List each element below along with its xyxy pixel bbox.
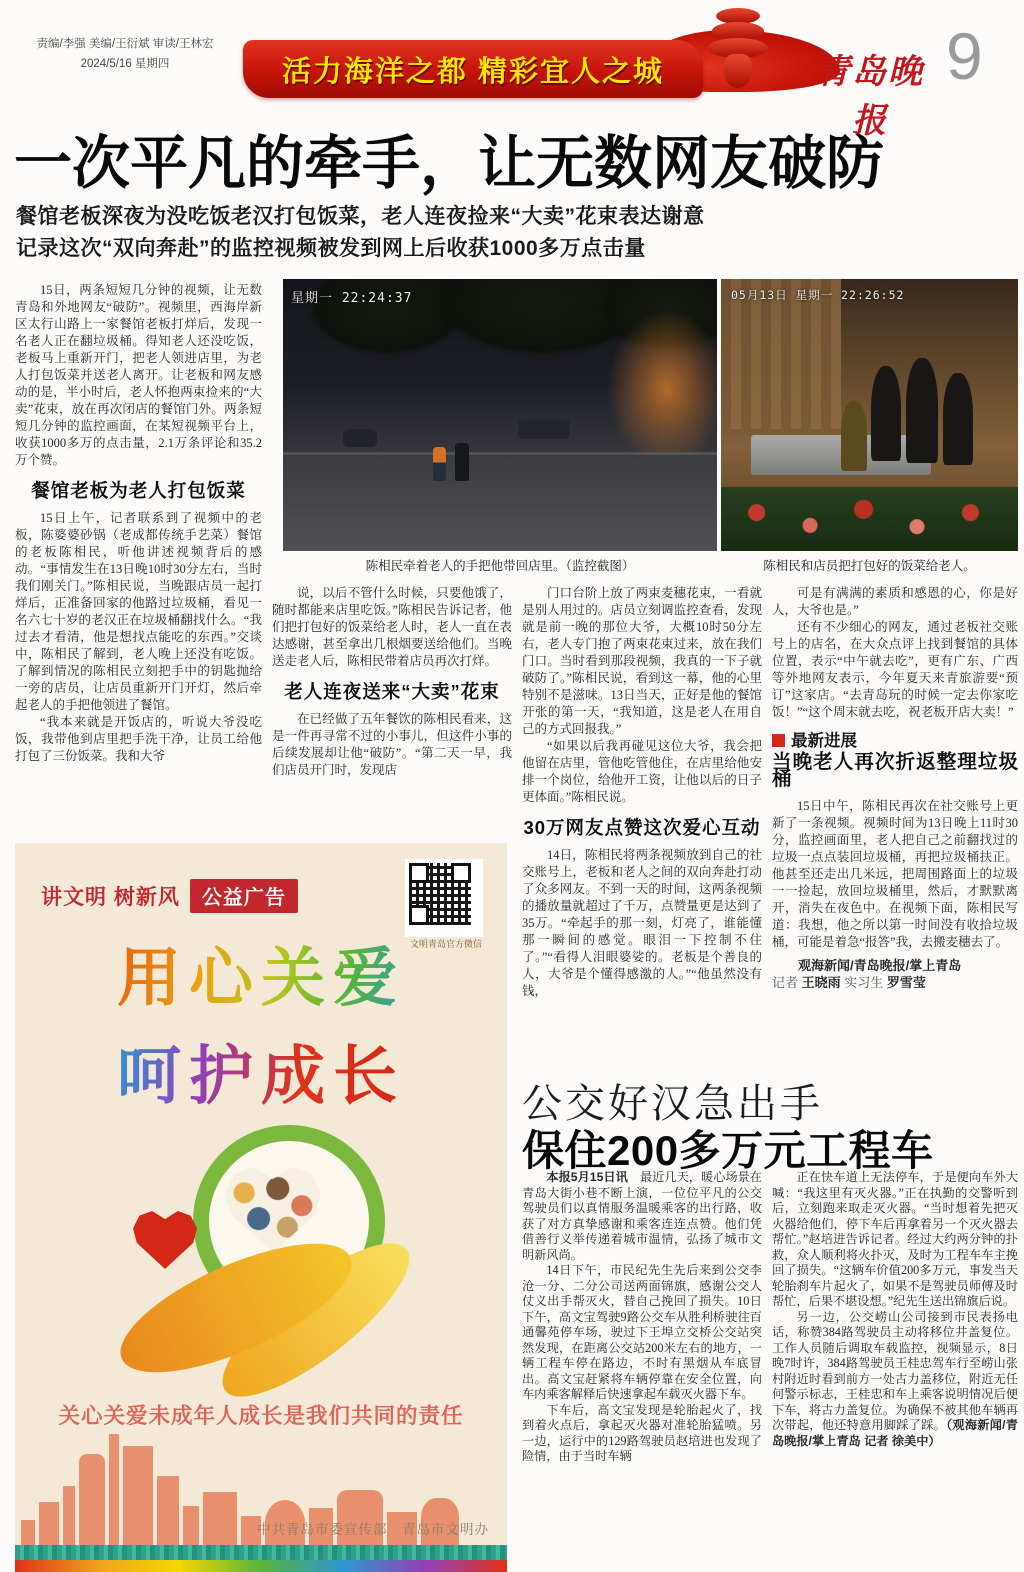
paragraph: 下车后，高文宝发现是轮胎起火了，找到着火点后，拿起灭火器对准轮胎猛喷。另一边，运行中的129路驾驶员赵培进也发现了险情，由于当时车辆 [522,1402,762,1463]
ad-badge: 公益广告 [190,879,298,913]
paragraph: 本报5月15日讯 最近几天，暖心场景在青岛大街小巷不断上演，一位位平凡的公交驾驶员们以真情服务温暖乘客的出行路，收获了对方真挚感谢和乘客连连点赞。他们凭借善行义举传递着城市温情，弘扬了城市文明新风尚。 [522,1170,762,1262]
ad-title-line2: 呵护成长 [15,1025,507,1117]
building [183,1506,199,1546]
building [21,1520,35,1546]
paragraph: 另一边，公交崂山公司接到市民表扬电话，称赞384路驾驶员主动将移位井盖复位。工作人员随后调取车载监控，视频显示，8日晚7时许，384路驾驶员王桂忠驾车行至崂山张村附近时看到前方一处古力盖移位，附近无任何警示标志，王桂忠和车上乘客说明情况后便下车，将古力盖复位。为确保不被其他车辆再次带起，他还特意用脚踩了踩。（观海新闻/青岛晚报/掌上青岛 记者 徐美中） [772,1309,1018,1448]
dateline: 本报5月15日讯 [546,1170,640,1184]
city-slogan-banner [243,40,703,98]
timestamp-overlay: 星期一 22:24:37 [291,291,413,306]
lead-subhead-1: 餐馆老板深夜为没吃饭老汉打包饭菜，老人连夜捡来“大卖”花束表达谢意 [16,205,705,228]
article2-column-2 [772,1170,1018,1572]
article-column-2 [272,585,512,841]
surveillance-photo-street [283,279,717,551]
public-service-ad [15,843,507,1572]
paragraph: 14日下午，市民纪先生先后来到公交李沧一分、二分公司送两面锦旗，感谢公交人仗义出手帮灭火，替自己挽回了损失。10日下午，高文宝驾驶9路公交车从胜利桥驶往百通馨苑停车场，驶过下王埠立交桥公交站突然发现，在距离公交站200米左右的地方，一辆工程车停在路边，不时有黑烟从车底冒出。高文宝赶紧将车辆停靠在安全位置，向车内乘客解释后快速拿起车载灭火器下车。 [522,1263,762,1401]
paragraph: 正在快车道上无法停车，于是便向车外大喊：“我这里有灭火器。”正在执勤的交警听到后，立刻跑来取走灭火器。“当时想着先把灭火器给他们，停下车后再拿着另一个灭火器去帮忙。”赵培进告诉记者。经过大约两分钟的扑救，众人顺利将火扑灭，及时为工程车车主挽回了损失。“这辆车价值200多万元，事发当天轮胎刹车片起火了，如果不是驾驶员师傅及时帮忙，后果不堪设想。”纪先生送出锦旗后说。 [772,1170,1018,1308]
red-heart-icon [133,1211,197,1269]
heart-hands-illustration [15,1115,507,1383]
ad-credits: 中共青岛市委宣传部 青岛市文明办 [257,1522,489,1537]
page-number: 9 [946,19,983,93]
restaurant-owner-figure [455,443,469,481]
qr-code-pattern [409,863,471,925]
surveillance-photo-kitchen [721,279,1018,551]
parked-car [518,419,570,439]
lead-headline: 一次平凡的牵手，让无数网友破防 [14,131,885,196]
update-section-title: 当晚老人再次折返整理垃圾桶 [772,751,1018,790]
red-square-icon [772,734,785,747]
editors-line: 责编/李强 美编/王衍斌 审读/王林宏 [36,38,214,50]
byline: 观海新闻/青岛晚报/掌上青岛 记者 王晓雨 实习生 罗雪莹 [772,958,962,990]
article-column-4 [772,585,1018,1067]
paragraph: 15日，两条短短几分钟的视频，让无数青岛和外地网友“破防”。视频里，西海岸新区太行山路上一家餐馆老板打烊后，发现一名老人正在翻垃圾桶。得知老人还没吃饭，老板马上重新开门，把老人领进店里，为老人打包饭菜并送老人离开。让老板和网友感动的是，半小时后，老人怀抱两束捡来的“大卖”花束，放在再次闭店的餐馆门外。两条短短几分钟的监控画面，在某短视频平台上，收获1000多万的点击量，2.1万条评论和35.2万个赞。 [15,283,262,467]
paragraph: 还有不少细心的网友，通过老板社交账号上的店名，在大众点评上找到餐馆的具体位置，表示“中午就去吃”，更有广东、广西等外地网友表示，今年夏天来青旅游要“预订”这家店。“去青岛玩的时候一定去你家吃饭！”“这个周末就去吃，祝老板开店大卖！” [772,620,1018,719]
building [203,1492,237,1546]
photo-caption-2: 陈相民和店员把打包好的饭菜给老人。 [763,559,976,573]
article-column-3 [522,585,762,1067]
update-section-label: 最新进展 [772,733,1018,750]
paragraph: “我本来就是开饭店的，听说大爷没吃饭，我带他到店里把手洗干净，让员工给他打包了三份饭菜。我和大爷 [15,715,262,763]
building [63,1486,75,1546]
article2-headline-line1: 公交好汉急出手 [522,1081,823,1126]
masthead-editors-block [20,34,230,74]
paragraph: 可是有满满的素质和感恩的心，你是好人，大爷也是。” [772,586,1018,617]
paragraph: 15日中午，陈相民再次在社交账号上更新了一条视频。视频时间为13日晚上11时30分，监控画面里，老人把自己之前翻找过的垃圾一点点装回垃圾桶，再把垃圾桶扶正。他甚至还走出几米远，把周围路面上的垃圾一一捡起，放回垃圾桶里，然后，才默默离开，消失在夜色中。在视频下面，陈相民写道：我想，他之所以第一时间没有收拾垃圾桶，可能是着急“报答”我，去搬麦穗去了。 [772,799,1018,949]
road [283,455,717,551]
date-line: 2024/5/16 星期四 [80,58,170,70]
banner-text: 活力海洋之都 精彩宜人之城 [281,55,665,88]
may-wind-sculpture-icon [724,54,752,88]
article2-column-1 [522,1170,762,1572]
section-title-2: 老人连夜送来“大卖”花束 [284,681,500,702]
paragraph: 说，以后不管什么时候，只要他饿了，随时都能来店里吃饭。”陈相民告诉记者，他们把打包好的饭菜给老人时，老人一直在表达感谢，甚至拿出几根烟要送给他们。当晚送走老人后，陈相民带着店员再次打烊。 [272,586,512,668]
person-silhouette [906,358,938,463]
paragraph: 在已经做了五年餐饮的陈相民看来，这是一件再寻常不过的小事儿，但这件小事的后续发展却让他“破防”。“第二天一早，我们店员开门时，发现店 [272,712,512,777]
storefront-light-glow [607,309,717,469]
qr-eye-icon [409,905,429,925]
building [157,1476,179,1546]
person-silhouette [871,366,901,461]
timestamp-overlay: 05月13日 星期一 22:26:52 [731,288,905,302]
building [39,1502,59,1546]
newspaper-masthead: 青岛晚报 [816,54,924,140]
elderly-man-figure [433,447,446,481]
qr-eye-icon [409,863,429,883]
qr-code [405,859,483,937]
person-silhouette [943,373,973,465]
section-title-3: 30万网友点赞这次爱心互动 [523,817,761,838]
article2-byline: （观海新闻/青岛晚报/掌上青岛 记者 徐美中） [772,1418,1018,1448]
paragraph: 15日上午，记者联系到了视频中的老板，陈婆婆砂锅（老成都传统手艺菜）餐馆的老板陈相民，听他讲述视频背后的感动。“事情发生在13日晚10时30分左右，当时我们刚关门。”陈相民说，当晚跟店员一起打烊后，正准备回家的他路过垃圾桶，看见一名六七十岁的老汉正在垃圾桶翻找什么。“我过去才看清，他是想找点能吃的东西。”交谈中，陈相民了解到，老人晚上还没有吃饭。了解到情况的陈相民立刻把手中的钥匙抛给一旁的店员，让店员重新开门开灯，然后牵起老人的手把他领进了餐馆。 [15,511,262,712]
paragraph: 14日，陈相民将两条视频放到自己的社交账号上，老板和老人之间的双向奔赴打动了众多网友。不到一天的时间，这两条视频的播放量就超过了千万，点赞量更是达到了35万。“牵起手的那一刻，灯亮了，谁能懂那一瞬间的感觉。眼泪一下控制不住了。”“看得人泪眼婆娑的。老板是个善良的人，大爷是个懂得感激的人。”“他虽然没有钱， [522,848,762,998]
section-title-1: 餐馆老板为老人打包饭菜 [31,480,246,501]
paragraph: “如果以后我再碰见这位大爷，我会把他留在店里，管他吃管他住，在店里给他安排一个岗位，给他开工资，让他以后的日子更体面。”陈相民说。 [522,739,762,804]
ad-title-line1: 用心关爱 [15,927,507,1019]
paragraph: 门口台阶上放了两束麦穗花束，一看就是别人用过的。店员立刻调监控查看，发现就是前一晚的那位大爷，大概10时50分左右，老人专门抱了两束花束过来，放在我们门口。当时看到那段视频，我真的一下子就破防了。”陈相民说，看到这一幕，他的心里特别不是滋味。13日当天，正好是他的餐馆开张的第一天，“我知道，这是老人在用自己的方式回报我。” [522,586,762,736]
article-column-1 [15,282,262,838]
article2-headline-line2: 保住200多万元工程车 [522,1127,934,1174]
tower-spire [109,1434,119,1546]
ad-bottom-slogan: 关心关爱未成年人成长是我们共同的责任 [58,1404,464,1428]
rainbow-strip [15,1560,507,1572]
ad-slogan-row [41,879,298,913]
parked-scooter [343,429,377,447]
lead-subhead-2: 记录这次“双向奔赴”的监控视频被发到网上后收获1000多万点击量 [16,237,646,260]
grass-strip [15,1545,507,1560]
ad-slogan-text: 讲文明 树新风 [41,886,180,909]
qr-eye-icon [451,863,471,883]
building [123,1446,153,1546]
worker-in-vest-figure [841,401,867,471]
photo-caption-1: 陈相民牵着老人的手把他带回店里。（监控截图） [365,559,635,573]
flower-bouquets [721,487,1018,551]
building [79,1454,105,1546]
curb-line [283,452,717,455]
